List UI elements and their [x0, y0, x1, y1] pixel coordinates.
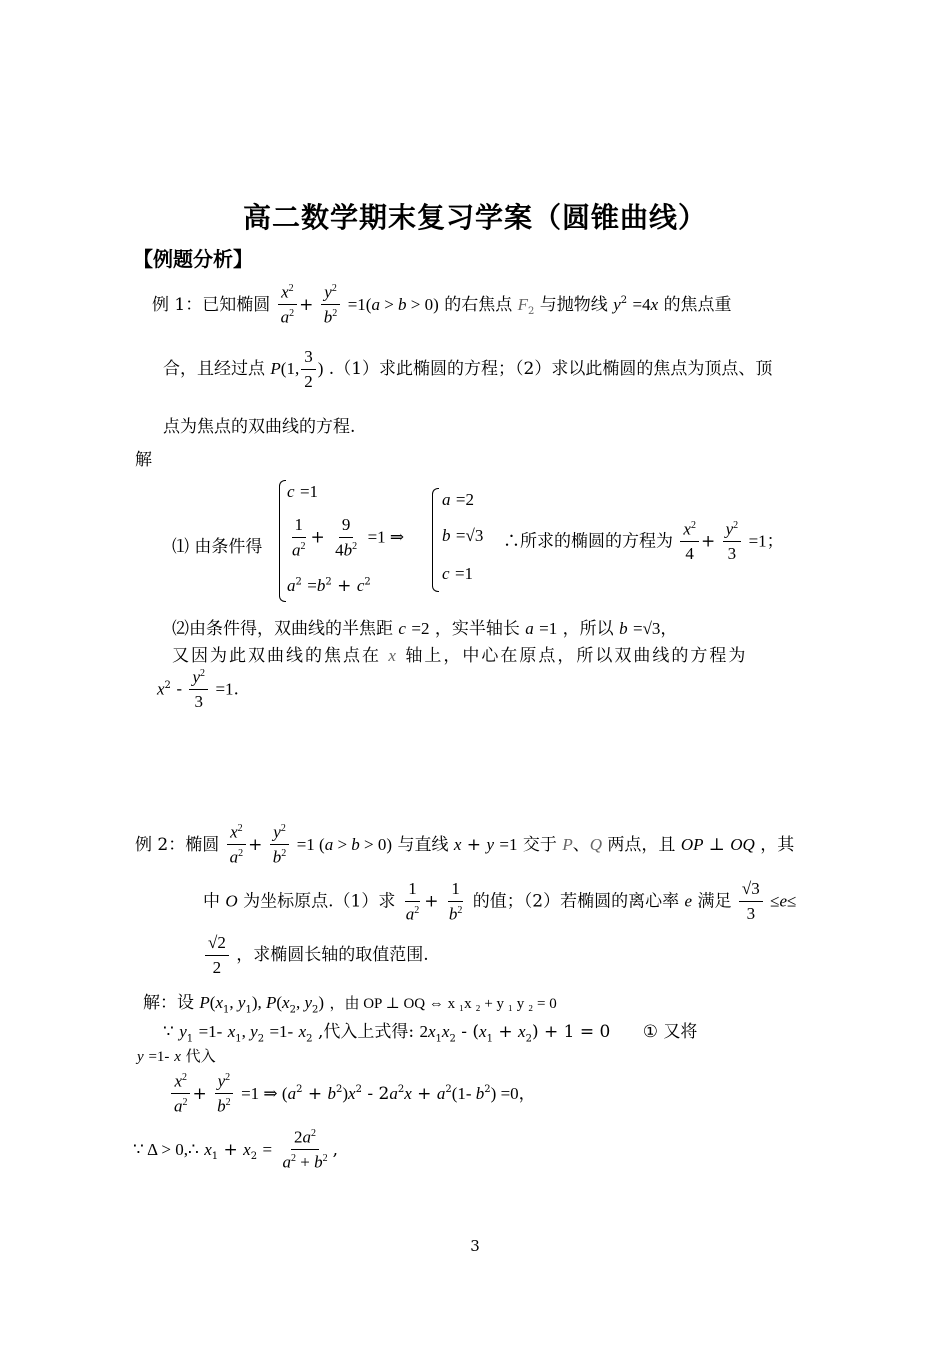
ex1-hyperbola-eq: $x^2$ - $\frac{y^2}{3}$ =1.	[157, 667, 239, 712]
ex2-solution-line5: ∵ Δ > 0,∴ $x_1 + x_2$ = $\frac{2a^2}{a^2 + b^2}$ ,	[133, 1127, 338, 1172]
system-left: c =1 $\frac{1}{a^2}$ + $\frac{9}{4b^2}$ =1 ⇒ $a^2 =b^2 + c^2$	[279, 480, 419, 602]
ex1-solve-label: 解	[135, 450, 152, 470]
ex1-part2: ⑵由条件得，双曲线的半焦距 c =2 ，实半轴长 a =1 ，所以 b =√3，	[172, 619, 678, 639]
page-number: 3	[470, 1237, 480, 1255]
ex2-solution-line2: ∵ $y_1 =1-$ $x_1$, $y_2 =1-$ $x_2$ ,代入上式得: $2x_1x_2 - (x_1 + x_2) + 1 = 0$ ① 又将	[163, 1022, 698, 1045]
page-title: 高二数学期末复习学案（圆锥曲线）	[242, 201, 707, 234]
ex1-part1-tail: ∴所求的椭圆的方程为 $\frac{x^2}{4}$ + $\frac{y^2}{3}$ =1；	[503, 519, 784, 564]
ex1-line1: 例 1：已知椭圆 $\frac{x^2}{a^2}$ + $\frac{y^2}{b^2}$ =1(a > b > 0) 的右焦点 $F_2$ 与抛物线 $y^2 =4x$ 的焦点重	[152, 282, 732, 327]
section-heading: 【例题分析】	[133, 247, 253, 271]
system-right: a =2 b =√3 c =1	[432, 488, 512, 592]
ex1-line2: 合，且经过点 P(1, $\frac{3}{2}$ ) .（1）求此椭圆的方程；（2）求以此椭圆的焦点为顶点、顶	[163, 347, 773, 391]
ex1-part1-lead: ⑴ 由条件得	[172, 537, 263, 557]
ex2-solution-line3: y =1- x 代入	[137, 1047, 216, 1065]
ex1-line3: 点为焦点的双曲线的方程.	[163, 417, 356, 437]
ex2-solution-line1: 解：设 $P(x_1$, $y_1$), $P(x_2$, $y_2$) ，由 OP ⊥ OQ ⇔ x ₁x ₂ + y ₁ y ₂ = 0	[143, 993, 557, 1016]
ex1-part3: 又因为此双曲线的焦点在 x 轴上，中心在原点，所以双曲线的方程为	[172, 646, 748, 666]
ex2-solution-line4: $\frac{x^2}{a^2}$ + $\frac{y^2}{b^2}$ =1 ⇒ $(a^2 + b^2)x^2 - 2a^2x + a^2(1-$ $b^2) =0$，	[169, 1072, 536, 1117]
ex2-line3: $\frac{√2}{2}$ ，求椭圆长轴的取值范围.	[203, 934, 429, 977]
ex2-line2: 中 O 为坐标原点.（1）求 $\frac{1}{a^2}$ + $\frac{1}{b^2}$ 的值；（2）若椭圆的离心率 e 满足 $\frac{√3}{3}$ ≤e≤	[203, 879, 797, 924]
ex2-line1: 例 2：椭圆 $\frac{x^2}{a^2}$ + $\frac{y^2}{b^2}$ =1 (a > b > 0) 与直线 x + y =1 交于 P、Q 两点，且 OP ⊥ OQ ，其	[135, 822, 795, 867]
